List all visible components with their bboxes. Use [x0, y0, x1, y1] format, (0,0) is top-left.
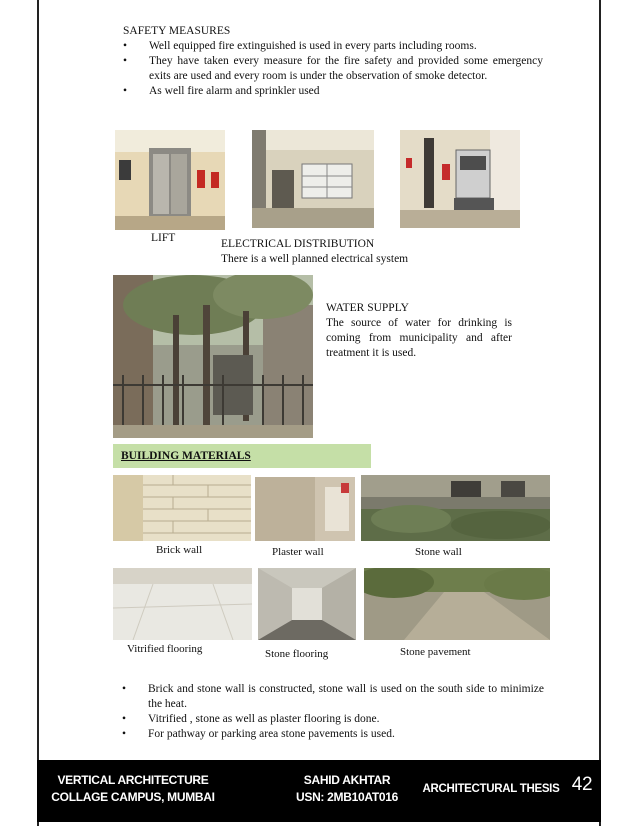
vitrified-flooring-caption: Vitrified flooring	[127, 643, 203, 655]
electrical-photo	[252, 130, 374, 228]
electrical-section	[221, 237, 461, 267]
electrical-heading: ELECTRICAL DISTRIBUTION	[221, 238, 375, 250]
stone-pavement-photo	[364, 568, 550, 640]
footer-thesis-label: ARCHITECTURAL THESIS	[422, 783, 560, 795]
stone-pavement-caption: Stone pavement	[400, 646, 471, 658]
stone-wall-photo	[361, 475, 550, 541]
materials-bullet: • For pathway or parking area stone pavements is used.	[120, 727, 544, 742]
footer-author-usn: USN: 2MB10AT016	[296, 790, 398, 804]
plaster-wall-photo	[255, 477, 355, 541]
safety-bullet: • They have taken every measure for the fire safety and provided some emergency exits are used and every room is under the observation of smoke detector.	[121, 54, 543, 84]
footer-author-name: SAHID AKHTAR	[303, 773, 391, 787]
lift-caption: LIFT	[151, 232, 176, 244]
stone-wall-caption: Stone wall	[415, 546, 462, 558]
vitrified-flooring-photo	[113, 568, 252, 640]
page-footer	[37, 760, 601, 822]
water-supply-photo	[113, 275, 313, 438]
water-section	[326, 301, 512, 361]
safety-bullet-list	[121, 39, 543, 99]
safety-bullet: • Well equipped fire extinguished is used in every parts including rooms.	[121, 39, 543, 54]
materials-bullet: • Vitrified , stone as well as plaster flooring is done.	[120, 712, 544, 727]
water-text: The source of water for drinking is coming from municipality and after treatment it is used.	[326, 317, 512, 359]
stone-flooring-caption: Stone flooring	[265, 648, 329, 660]
materials-notes	[120, 682, 544, 742]
stone-flooring-photo	[258, 568, 356, 640]
safety-heading: SAFETY MEASURES	[123, 25, 231, 37]
footer-project-location: COLLAGE CAMPUS, MUMBAI	[51, 790, 215, 804]
electrical-text: There is a well planned electrical system	[221, 253, 409, 265]
safety-bullet: • As well fire alarm and sprinkler used	[121, 84, 543, 99]
materials-bullet: • Brick and stone wall is constructed, stone wall is used on the south side to minimize the heat.	[120, 682, 544, 712]
footer-middle	[283, 772, 411, 806]
water-heading: WATER SUPPLY	[326, 302, 409, 314]
lift-photo	[115, 130, 225, 230]
footer-project-title: VERTICAL ARCHITECTURE	[57, 773, 209, 787]
brick-wall-caption: Brick wall	[156, 544, 203, 556]
footer-left	[45, 772, 221, 806]
plaster-wall-caption: Plaster wall	[272, 546, 324, 558]
brick-wall-photo	[113, 475, 251, 541]
safety-section	[123, 24, 543, 99]
page-number: 42	[571, 774, 593, 795]
materials-bullet-list	[120, 682, 544, 742]
fire-safety-photo	[400, 130, 520, 228]
building-materials-heading: BUILDING MATERIALS	[113, 444, 371, 468]
